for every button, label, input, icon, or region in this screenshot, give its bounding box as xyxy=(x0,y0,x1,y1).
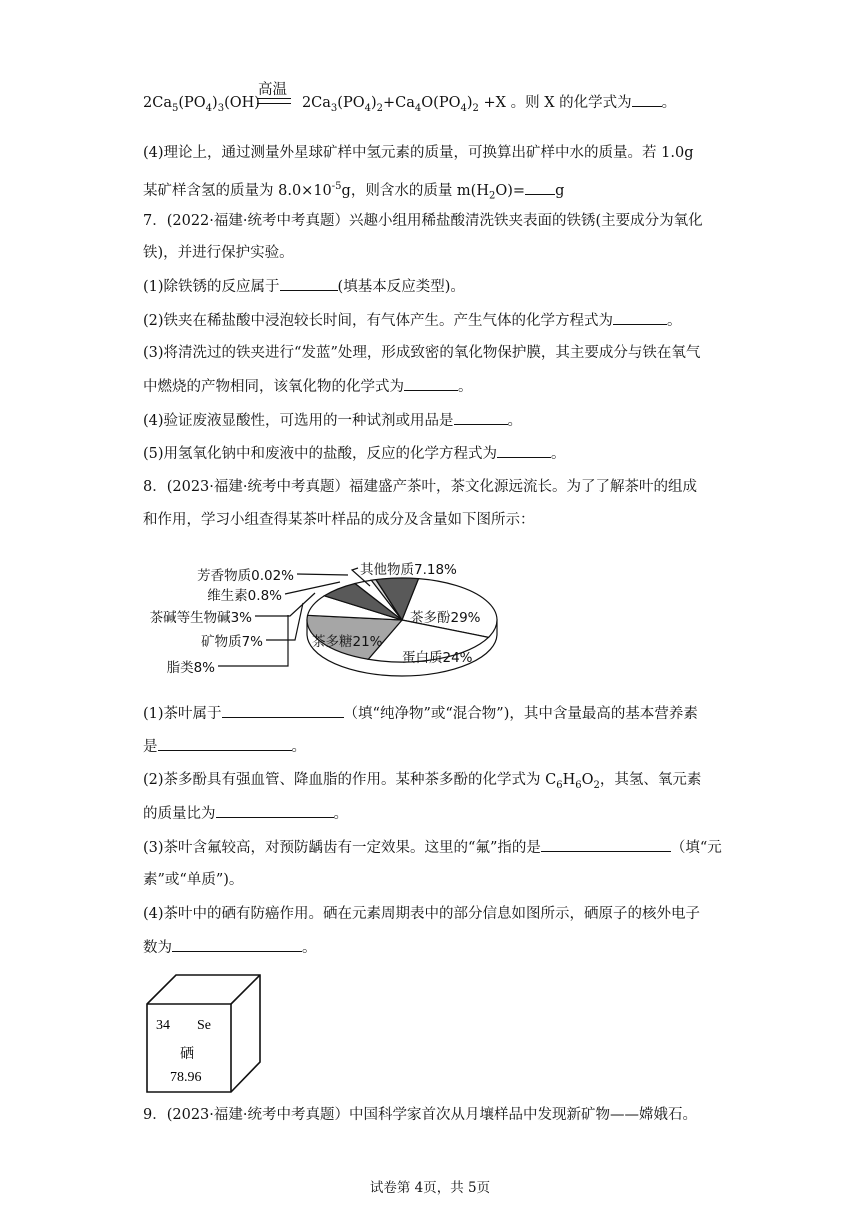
answer-blank[interactable] xyxy=(541,837,671,852)
page-footer: 试卷第 4页，共 5页 xyxy=(369,1180,491,1196)
q9-stem-line1: 9．(2023·福建·统考中考真题）中国科学家首次从月壤样品中发现新矿物——嫦娥石。 xyxy=(143,1107,697,1123)
q7-part1: (1)除铁锈的反应属于 (填基本反应类型)。 xyxy=(143,276,465,297)
q7-stem-line1: 7．(2022·福建·统考中考真题）兴趣小组用稀盐酸清洗铁夹表面的铁锈(主要成分为氧化 xyxy=(143,213,703,229)
q7-part2: (2)铁夹在稀盐酸中浸泡较长时间，有气体产生。产生气体的化学方程式为 。 xyxy=(143,310,682,331)
answer-blank[interactable] xyxy=(172,937,302,952)
pie-label-2: 茶多糖21% xyxy=(312,634,383,650)
q6-4-line2: 某矿样含氢的质量为 $8.0\times 10^{-5}g$，则含水的质量 $m(H_2O)= g$ xyxy=(143,181,565,202)
answer-blank[interactable] xyxy=(613,310,667,325)
equation-line: $2Ca_5(PO_4)_3(OH)$ $2Ca_3(PO_4)_2+Ca_4O(PO_4)_2 +X$ 。则 X 的化学式为 。 xyxy=(143,92,676,119)
atomic-number: 34 xyxy=(156,1018,170,1033)
pie-label-1: 蛋白质24% xyxy=(402,650,473,666)
element-symbol: Se xyxy=(197,1018,211,1033)
answer-blank[interactable] xyxy=(632,92,662,107)
q8-part4-line1: (4)茶叶中的硒有防癌作用。硒在元素周期表中的部分信息如图所示，硒原子的核外电子 xyxy=(143,906,701,922)
answer-blank[interactable] xyxy=(222,703,344,718)
answer-blank[interactable] xyxy=(497,443,551,458)
pie-label-3: 脂类8% xyxy=(166,660,215,676)
q8-part1-line2: 是 。 xyxy=(143,736,306,757)
q7-part4: (4)验证废液显酸性，可选用的一种试剂或用品是 。 xyxy=(143,410,522,431)
selenium-element-cube xyxy=(144,972,266,1097)
tea-composition-pie-chart xyxy=(140,538,520,698)
pie-label-5: 茶碱等生物碱3% xyxy=(149,610,252,626)
answer-blank[interactable] xyxy=(158,736,292,751)
q8-stem-line2: 和作用，学习小组查得某茶叶样品的成分及含量如下图所示： xyxy=(143,512,535,528)
pie-leader-line-7 xyxy=(297,574,348,575)
q7-part3-line1: (3)将清洗过的铁夹进行“发蓝”处理，形成致密的氧化物保护膜，其主要成分与铁在氧气 xyxy=(143,345,701,361)
pie-label-4: 矿物质7% xyxy=(201,634,263,650)
answer-blank[interactable] xyxy=(404,376,458,391)
pie-label-0: 茶多酚29% xyxy=(410,610,481,626)
answer-blank[interactable] xyxy=(216,803,334,818)
answer-blank[interactable] xyxy=(454,410,508,425)
eq-tail: +X 。则 X 的化学式为 xyxy=(478,95,632,111)
q7-part5: (5)用氢氧化钠中和废液中的盐酸，反应的化学方程式为 。 xyxy=(143,443,566,464)
element-name: 硒 xyxy=(180,1047,194,1062)
answer-blank[interactable] xyxy=(280,276,338,291)
q8-part2-line2: 的质量比为 。 xyxy=(143,803,348,824)
answer-blank[interactable] xyxy=(525,180,555,195)
q6-4-line1: (4)理论上，通过测量外星球矿样中氢元素的质量，可换算出矿样中水的质量。若 1.0g xyxy=(143,145,694,161)
pie-label-8: 其他物质7.18% xyxy=(360,562,457,578)
q8-part1-line1: (1)茶叶属于 （填“纯净物”或“混合物”)，其中含量最高的基本营养素 xyxy=(143,703,698,724)
q8-stem-line1: 8．(2023·福建·统考中考真题）福建盛产茶叶，茶文化源远流长。为了了解茶叶的组成 xyxy=(143,479,697,495)
q8-part2-line1: (2)茶多酚具有强血管、降血脂的作用。某种茶多酚的化学式为 $C_6H_6O_2$，其氢、氧元素 xyxy=(143,772,702,791)
reaction-condition: 高温 xyxy=(258,82,287,98)
eq-reactant: 2Ca xyxy=(143,95,172,111)
q7-stem-line2: 铁)，并进行保护实验。 xyxy=(143,245,294,261)
q8-part3-line2: 素”或“单质”)。 xyxy=(143,872,244,888)
q7-part3-line2: 中燃烧的产物相同，该氧化物的化学式为 。 xyxy=(143,376,473,397)
q8-part4-line2: 数为 。 xyxy=(143,937,317,958)
atomic-mass: 78.96 xyxy=(170,1070,202,1085)
q8-part3-line1: (3)茶叶含氟较高，对预防龋齿有一定效果。这里的“氟”指的是 （填“元 xyxy=(143,837,722,858)
pie-label-6: 维生素0.8% xyxy=(207,588,282,604)
pie-label-7: 芳香物质0.02% xyxy=(197,568,294,584)
